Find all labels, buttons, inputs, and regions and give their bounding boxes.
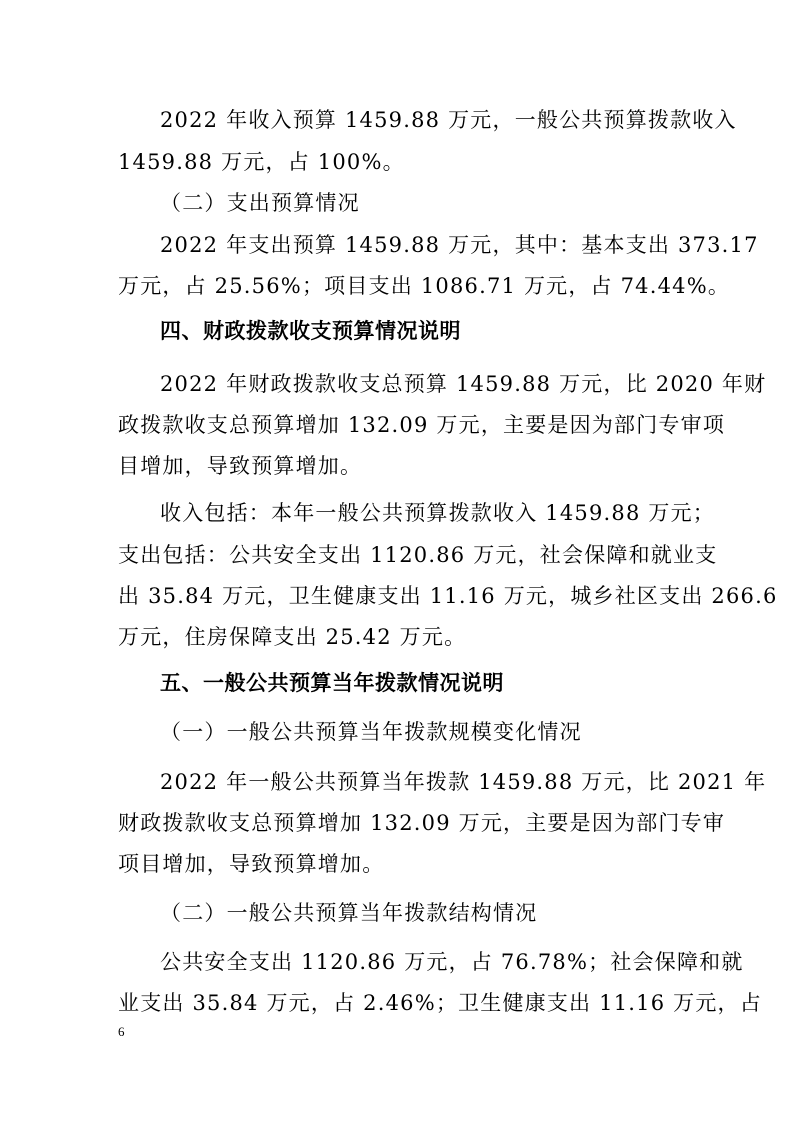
subheading-scale-change: （一）一般公共预算当年拨款规模变化情况 [160,720,582,744]
para-scale-line-3: 项目增加，导致预算增加。 [118,852,385,876]
para-fiscal-total-line-1: 2022 年财政拨款收支总预算 1459.88 万元，比 2020 年财 [160,372,767,396]
subheading-expenditure-budget: （二）支出预算情况 [160,191,360,215]
para-fiscal-total-line-2: 政拨款收支总预算增加 132.09 万元，主要是因为部门专审项 [118,413,726,437]
para-expenditure-line-2: 万元，占 25.56%；项目支出 1086.71 万元，占 74.44%。 [118,274,731,298]
para-income-items-line-1: 收入包括：本年一般公共预算拨款收入 1459.88 万元； [160,501,715,525]
para-scale-line-1: 2022 年一般公共预算当年拨款 1459.88 万元，比 2021 年 [160,770,767,794]
section-heading-five: 五、一般公共预算当年拨款情况说明 [160,671,504,695]
para-expense-items-line-1: 支出包括：公共安全支出 1120.86 万元，社会保障和就业支 [118,543,718,567]
para-fiscal-total-line-3: 目增加，导致预算增加。 [118,454,363,478]
para-structure-line-2: 业支出 35.84 万元，占 2.46%；卫生健康支出 11.16 万元，占 [118,991,762,1015]
subheading-structure: （二）一般公共预算当年拨款结构情况 [160,901,538,925]
para-income-line-2: 1459.88 万元，占 100%。 [118,150,405,174]
page-number: 6 [118,1024,125,1039]
para-scale-line-2: 财政拨款收支总预算增加 132.09 万元，主要是因为部门专审 [118,811,726,835]
para-expenditure-line-1: 2022 年支出预算 1459.88 万元，其中：基本支出 373.17 [160,233,759,257]
section-heading-four: 四、财政拨款收支预算情况说明 [160,319,461,343]
para-expense-items-line-2: 出 35.84 万元，卫生健康支出 11.16 万元，城乡社区支出 266.6 [118,584,778,608]
para-structure-line-1: 公共安全支出 1120.86 万元，占 76.78%；社会保障和就 [160,950,744,974]
para-expense-items-line-3: 万元，住房保障支出 25.42 万元。 [118,625,467,649]
para-income-line-1: 2022 年收入预算 1459.88 万元，一般公共预算拨款收入 [160,108,737,132]
